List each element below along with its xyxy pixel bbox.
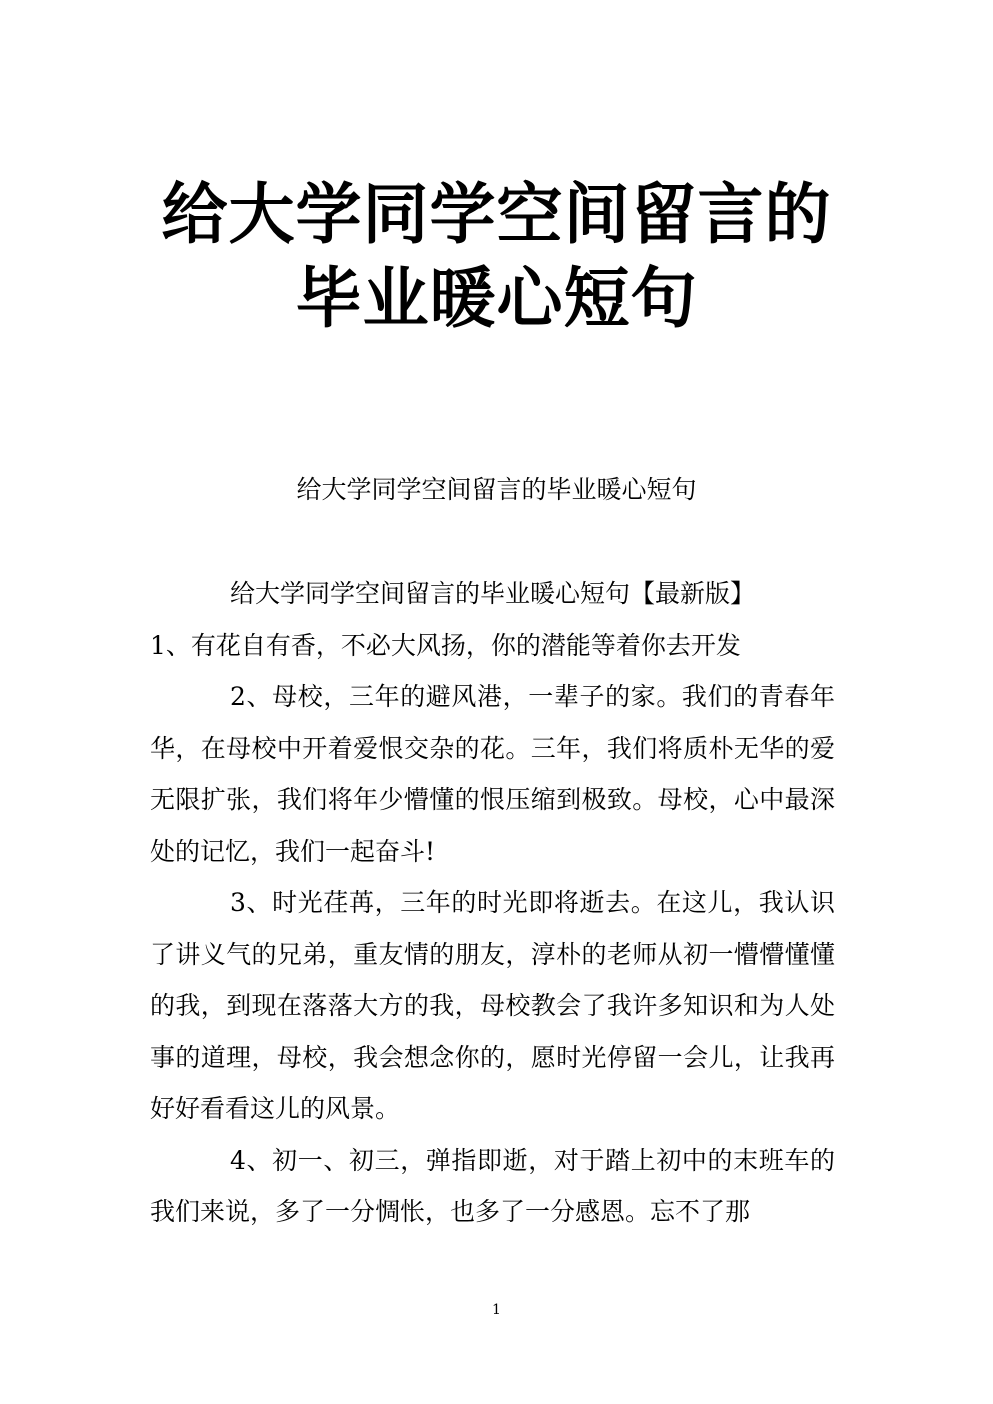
document-body [150, 568, 835, 1238]
page-number: 1 [492, 1302, 501, 1318]
document-subtitle: 给大学同学空间留言的毕业暖心短句 [296, 475, 697, 504]
page-title: 给大学同学空间留言的毕业暖心短句 [161, 175, 832, 337]
paragraph-item-2: 2、母校，三年的避风港，一辈子的家。我们的青春年华，在母校中开着爱恨交杂的花。三年，我们将质朴无华的爱无限扩张，我们将年少懵懂的恨压缩到极致。母校，心中最深处的记忆，我们一起奋斗! [150, 682, 835, 866]
paragraph-item-1: 1、有花自有香，不必大风扬，你的潜能等着你去开发 [150, 630, 741, 660]
paragraph-item-3: 3、时光荏苒，三年的时光即将逝去。在这儿，我认识了讲义气的兄弟，重友情的朋友，淳朴的老师从初一懵懵懂懂的我，到现在落落大方的我，母校教会了我许多知识和为人处事的道理，母校，我会想念你的，愿时光停留一会儿，让我再好好看看这儿的风景。 [150, 888, 835, 1123]
paragraph-item-4: 4、初一、初三，弹指即逝，对于踏上初中的末班车的我们来说，多了一分惆怅，也多了一分感恩。忘不了那 [150, 1145, 835, 1226]
paragraph-intro: 给大学同学空间留言的毕业暖心短句【最新版】 [230, 579, 756, 608]
